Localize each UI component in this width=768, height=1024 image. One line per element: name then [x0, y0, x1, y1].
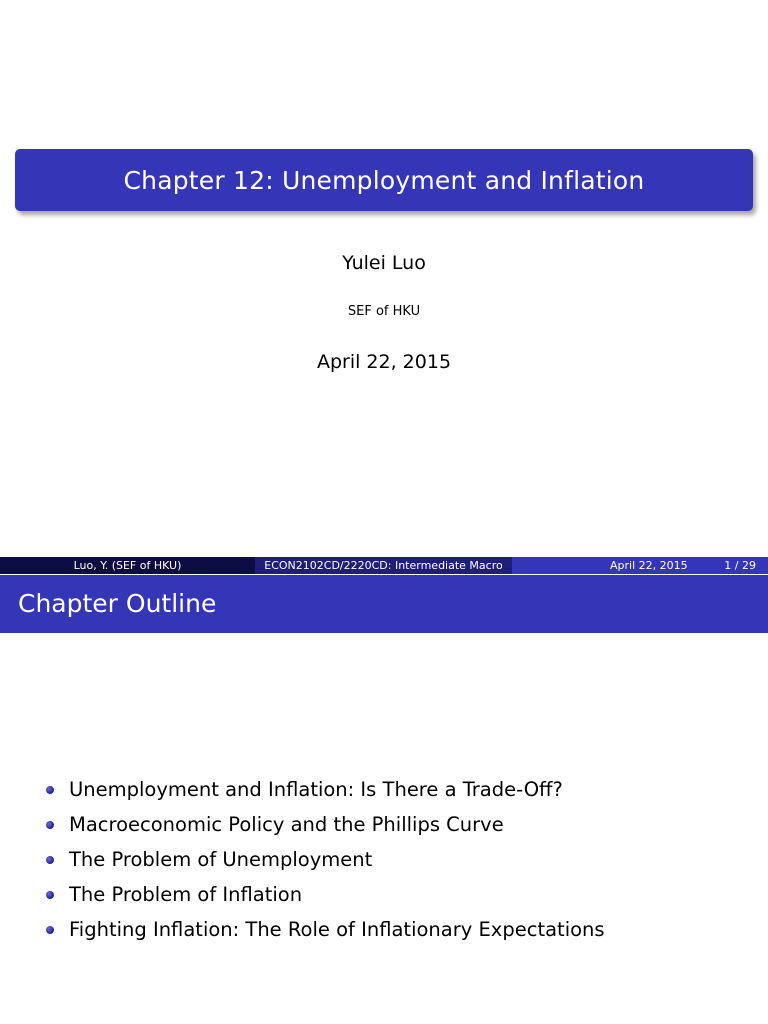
- list-item-text: Fighting Inflation: The Role of Inflationary Expectations: [69, 918, 605, 941]
- author-name: Yulei Luo: [342, 252, 426, 274]
- bullet-icon: [46, 926, 54, 934]
- institute: SEF of HKU: [347, 304, 421, 319]
- list-item-text: Macroeconomic Policy and the Phillips Curve: [69, 813, 504, 836]
- frame-title-bar: [0, 575, 768, 633]
- list-item-text: The Problem of Inflation: [69, 883, 303, 906]
- outline-list: [46, 772, 605, 947]
- list-item-text: The Problem of Unemployment: [69, 848, 373, 871]
- list-item: [46, 807, 605, 842]
- footer-author: Luo, Y. (SEF of HKU): [0, 557, 255, 574]
- slide-footer: [0, 557, 768, 574]
- page-number: 1 / 29: [724, 559, 756, 572]
- title-box: [15, 149, 753, 211]
- list-item-text: Unemployment and Inflation: Is There a Trade-Off?: [69, 778, 563, 801]
- bullet-icon: [46, 891, 54, 899]
- presentation-date: April 22, 2015: [316, 351, 452, 373]
- footer-right-section: [512, 557, 768, 574]
- list-item: [46, 877, 605, 912]
- footer-date: April 22, 2015: [610, 559, 688, 572]
- bullet-icon: [46, 821, 54, 829]
- frame-title: Chapter Outline: [18, 589, 217, 618]
- list-item: [46, 842, 605, 877]
- slide-title: Chapter 12: Unemployment and Inflation: [123, 165, 645, 195]
- list-item: [46, 772, 605, 807]
- bullet-icon: [46, 856, 54, 864]
- footer-course: ECON2102CD/2220CD: Intermediate Macro: [255, 557, 512, 574]
- bullet-icon: [46, 786, 54, 794]
- list-item: [46, 912, 605, 947]
